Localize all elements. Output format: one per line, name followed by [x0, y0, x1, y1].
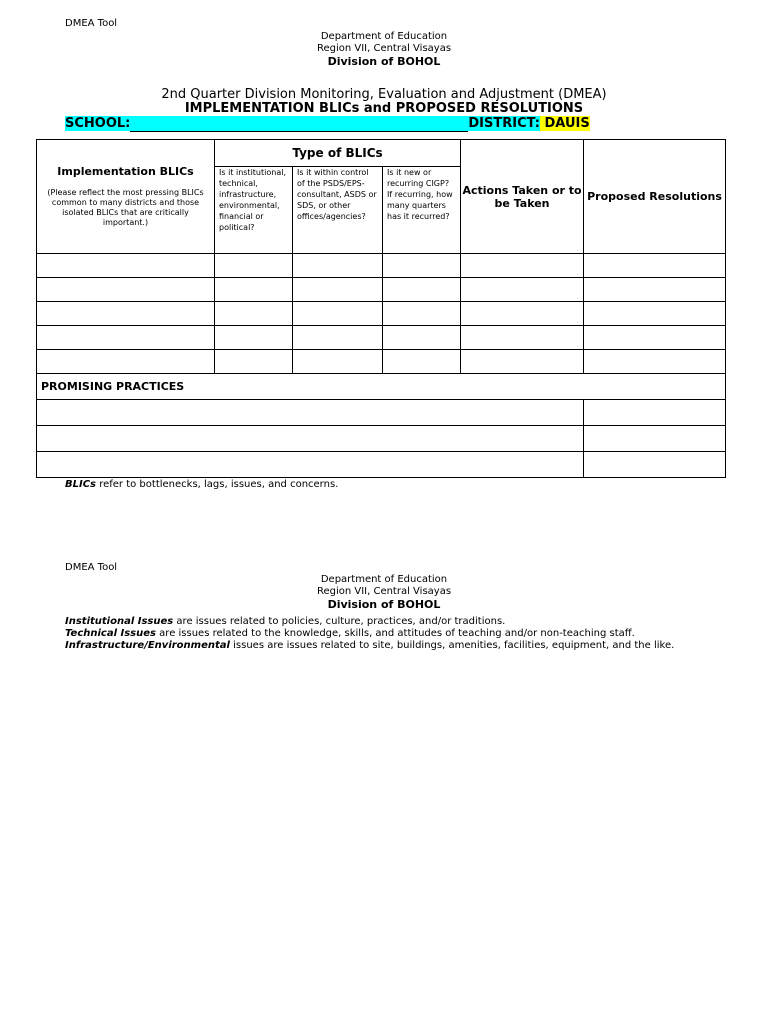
definition-term: Technical Issues	[65, 628, 156, 639]
table-cell[interactable]	[461, 350, 584, 374]
table-cell[interactable]	[584, 278, 726, 302]
table-cell[interactable]	[461, 278, 584, 302]
table-cell[interactable]	[37, 302, 215, 326]
form-title: 2nd Quarter Division Monitoring, Evaluation and Adjustment (DMEA)	[161, 87, 607, 102]
table-row	[37, 426, 726, 452]
blics-footnote	[65, 479, 338, 490]
table-row	[37, 326, 726, 350]
table-cell[interactable]	[37, 350, 215, 374]
table-cell[interactable]	[383, 278, 461, 302]
header-proposed-resolutions: Proposed Resolutions	[584, 140, 726, 254]
table-cell[interactable]	[293, 302, 383, 326]
definition-text: issues are issues related to site, buildings, amenities, facilities, equipment, and the like.	[233, 640, 675, 651]
division-name: Division of BOHOL	[327, 55, 441, 68]
table-cell[interactable]	[215, 350, 293, 374]
department-name-p2: Department of Education	[320, 574, 448, 585]
practice-cell[interactable]	[37, 452, 584, 478]
table-cell[interactable]	[584, 302, 726, 326]
practice-cell[interactable]	[37, 400, 584, 426]
table-cell[interactable]	[461, 302, 584, 326]
table-cell[interactable]	[215, 278, 293, 302]
practice-cell[interactable]	[584, 452, 726, 478]
school-district-row	[65, 116, 590, 132]
table-row	[37, 350, 726, 374]
practice-cell[interactable]	[584, 426, 726, 452]
header-actions-taken: Actions Taken or to be Taken	[461, 140, 584, 254]
blics-table	[36, 139, 726, 478]
definition-technical	[65, 628, 635, 639]
table-cell[interactable]	[215, 326, 293, 350]
practice-cell[interactable]	[37, 426, 584, 452]
definition-text: are issues related to policies, culture, practices, and/or traditions.	[176, 616, 506, 627]
definition-term: Institutional Issues	[65, 616, 174, 627]
header-type-of-blics: Type of BLICs	[215, 140, 461, 167]
header-implementation-blics	[37, 140, 215, 254]
table-row	[37, 302, 726, 326]
table-row	[37, 254, 726, 278]
form-subtitle: IMPLEMENTATION BLICs and PROPOSED RESOLUTIONS	[184, 101, 584, 116]
promising-practices-label: PROMISING PRACTICES	[37, 374, 726, 400]
district-label: DISTRICT:	[468, 116, 540, 131]
header-blics-note: (Please reflect the most pressing BLICs common to many districts and those isolated BLICs that are critically important.)	[47, 188, 204, 227]
table-cell[interactable]	[293, 254, 383, 278]
header-type-question-2: Is it within control of the PSDS/EPS-consultant, ASDS or SDS, or other offices/agencies?	[293, 167, 383, 254]
table-cell[interactable]	[215, 302, 293, 326]
definition-institutional	[65, 616, 505, 627]
table-cell[interactable]	[383, 254, 461, 278]
table-cell[interactable]	[215, 254, 293, 278]
school-label: SCHOOL:	[65, 116, 131, 131]
table-cell[interactable]	[293, 350, 383, 374]
table-row	[37, 278, 726, 302]
definition-infrastructure	[65, 640, 674, 651]
table-row	[37, 452, 726, 478]
table-cell[interactable]	[584, 350, 726, 374]
definition-text: are issues related to the knowledge, skills, and attitudes of teaching and/or non-teaching staff.	[159, 628, 635, 639]
table-cell[interactable]	[584, 254, 726, 278]
table-cell[interactable]	[383, 326, 461, 350]
school-input-line[interactable]	[130, 116, 468, 132]
table-cell[interactable]	[37, 326, 215, 350]
definition-term: Infrastructure/Environmental	[65, 640, 230, 651]
header-type-question-3: Is it new or recurring CIGP? If recurring, how many quarters has it recurred?	[383, 167, 461, 254]
division-name-p2: Division of BOHOL	[327, 598, 441, 611]
district-value: DAUIS	[544, 116, 590, 131]
table-cell[interactable]	[37, 278, 215, 302]
footnote-text: refer to bottlenecks, lags, issues, and concerns.	[99, 479, 339, 490]
table-cell[interactable]	[383, 350, 461, 374]
header-type-question-1: Is it institutional, technical, infrastructure, environmental, financial or political?	[215, 167, 293, 254]
region-name: Region VII, Central Visayas	[316, 43, 452, 54]
table-cell[interactable]	[293, 326, 383, 350]
table-row	[37, 400, 726, 426]
header-blics-title: Implementation BLICs	[57, 165, 194, 178]
footnote-term: BLICs	[65, 479, 97, 490]
table-cell[interactable]	[461, 326, 584, 350]
tool-label-p2: DMEA Tool	[65, 562, 118, 573]
table-cell[interactable]	[383, 302, 461, 326]
table-cell[interactable]	[293, 278, 383, 302]
region-name-p2: Region VII, Central Visayas	[316, 586, 452, 597]
tool-label: DMEA Tool	[65, 18, 118, 29]
practice-cell[interactable]	[584, 400, 726, 426]
table-cell[interactable]	[584, 326, 726, 350]
department-name: Department of Education	[320, 31, 448, 42]
table-cell[interactable]	[37, 254, 215, 278]
table-cell[interactable]	[461, 254, 584, 278]
